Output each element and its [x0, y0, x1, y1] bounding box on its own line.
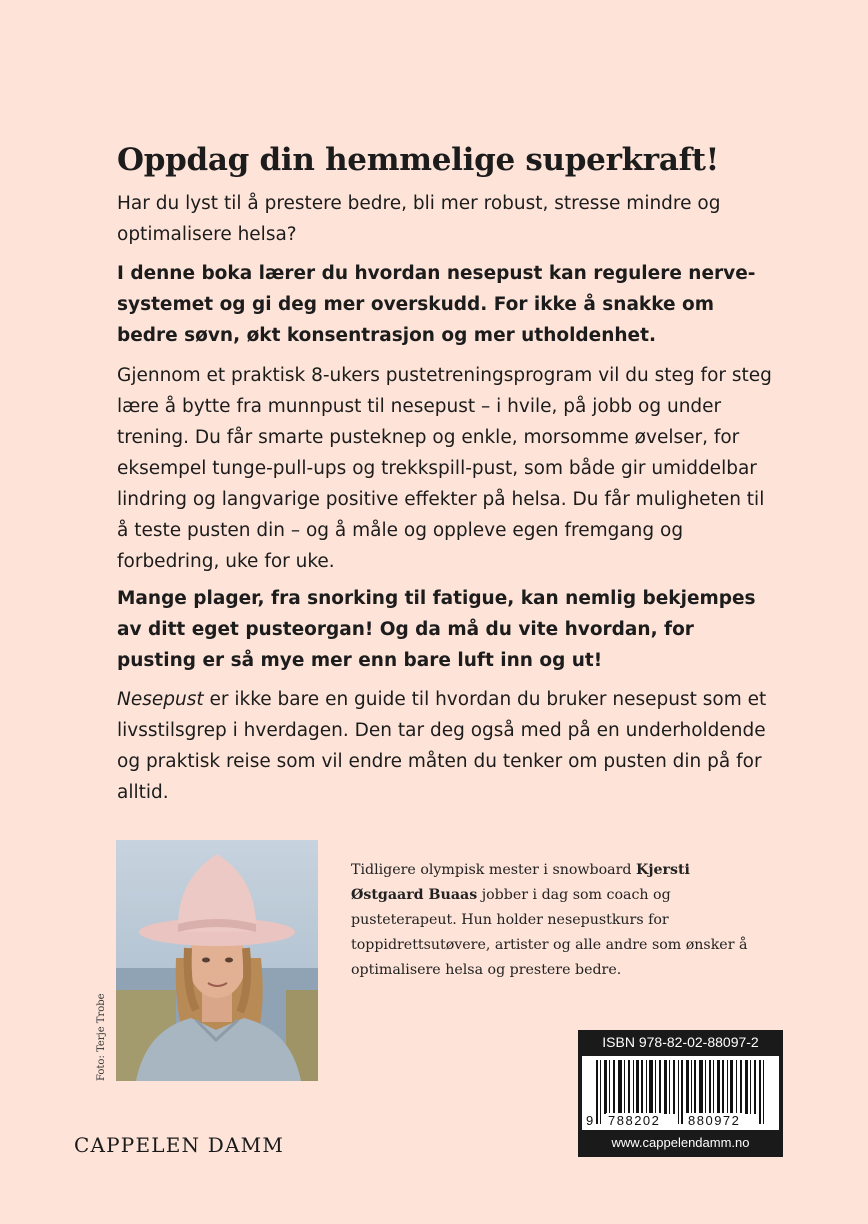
intro-paragraph: Har du lyst til å prestere bedre, bli mer robust, stresse mindre og optimalisere helsa?	[117, 193, 721, 245]
headline: Oppdag din hemmelige superkraft!	[117, 142, 719, 178]
author-bio	[351, 858, 751, 983]
barcode-digit-group-2: 880972	[688, 1113, 741, 1128]
barcode-digits	[582, 1113, 779, 1129]
closing-paragraph-text: er ikke bare en guide til hvordan du bruker nesepust som et livsstilsgrep i hverdagen. Den tar deg også med på en underholdende og praktisk reise som vil endre måten du tenker om pusten din på for alltid.	[117, 689, 767, 803]
bold-paragraph-1: I denne boka lærer du hvordan nesepust kan regulere nervesystemet og gi deg mer overskudd. For ikke å snakke om bedre søvn, økt konsentrasjon og mer utholdenhet.	[117, 263, 756, 346]
publisher-logo: CAPPELEN DAMM	[74, 1133, 285, 1157]
author-name: Kjersti Østgaard Buaas	[351, 862, 690, 903]
author-bio-rest: jobber i dag som coach og pusteterapeut. Hun holder nesepustkurs for toppidrettsutøvere, artister og alle andre som ønsker å optimalisere helsa og prestere bedre.	[351, 887, 748, 978]
barcode-digit-lead: 9	[586, 1113, 595, 1128]
isbn-label: ISBN 978-82-02-88097-2	[602, 1034, 759, 1050]
photo-credit: Foto: Terje Trobe	[96, 993, 107, 1081]
barcode-box	[578, 1030, 783, 1157]
author-photo-image	[116, 840, 318, 1081]
program-paragraph: Gjennom et praktisk 8-ukers pustetreningsprogram vil du steg for steg lære å bytte fra munnpust til nesepust – i hvile, på jobb og under trening. Du får smarte pusteknep og enkle, morsomme øvelser, for eksempel tunge-pull-ups og trekkspill-pust, som både gir umiddelbar lindring og langvarige positive effekter på helsa. Du får muligheten til å teste pusten din – og å måle og oppleve egen fremgang og forbedring, uke for uke.	[117, 365, 772, 572]
closing-paragraph	[117, 684, 777, 808]
author-bio-intro: Tidligere olympisk mester i snowboard	[351, 862, 637, 878]
book-title: Nesepust	[117, 689, 204, 710]
barcode-digit-group-1: 788202	[608, 1113, 661, 1128]
bold-paragraph-2: Mange plager, fra snorking til fatigue, kan nemlig bekjempes av ditt eget pusteorgan! Og da må du vite hvordan, for pusting er så mye mer enn bare luft inn og ut!	[117, 588, 756, 671]
barcode	[582, 1056, 779, 1130]
author-photo	[116, 840, 318, 1081]
publisher-website: www.cappelendamm.no	[611, 1135, 750, 1150]
